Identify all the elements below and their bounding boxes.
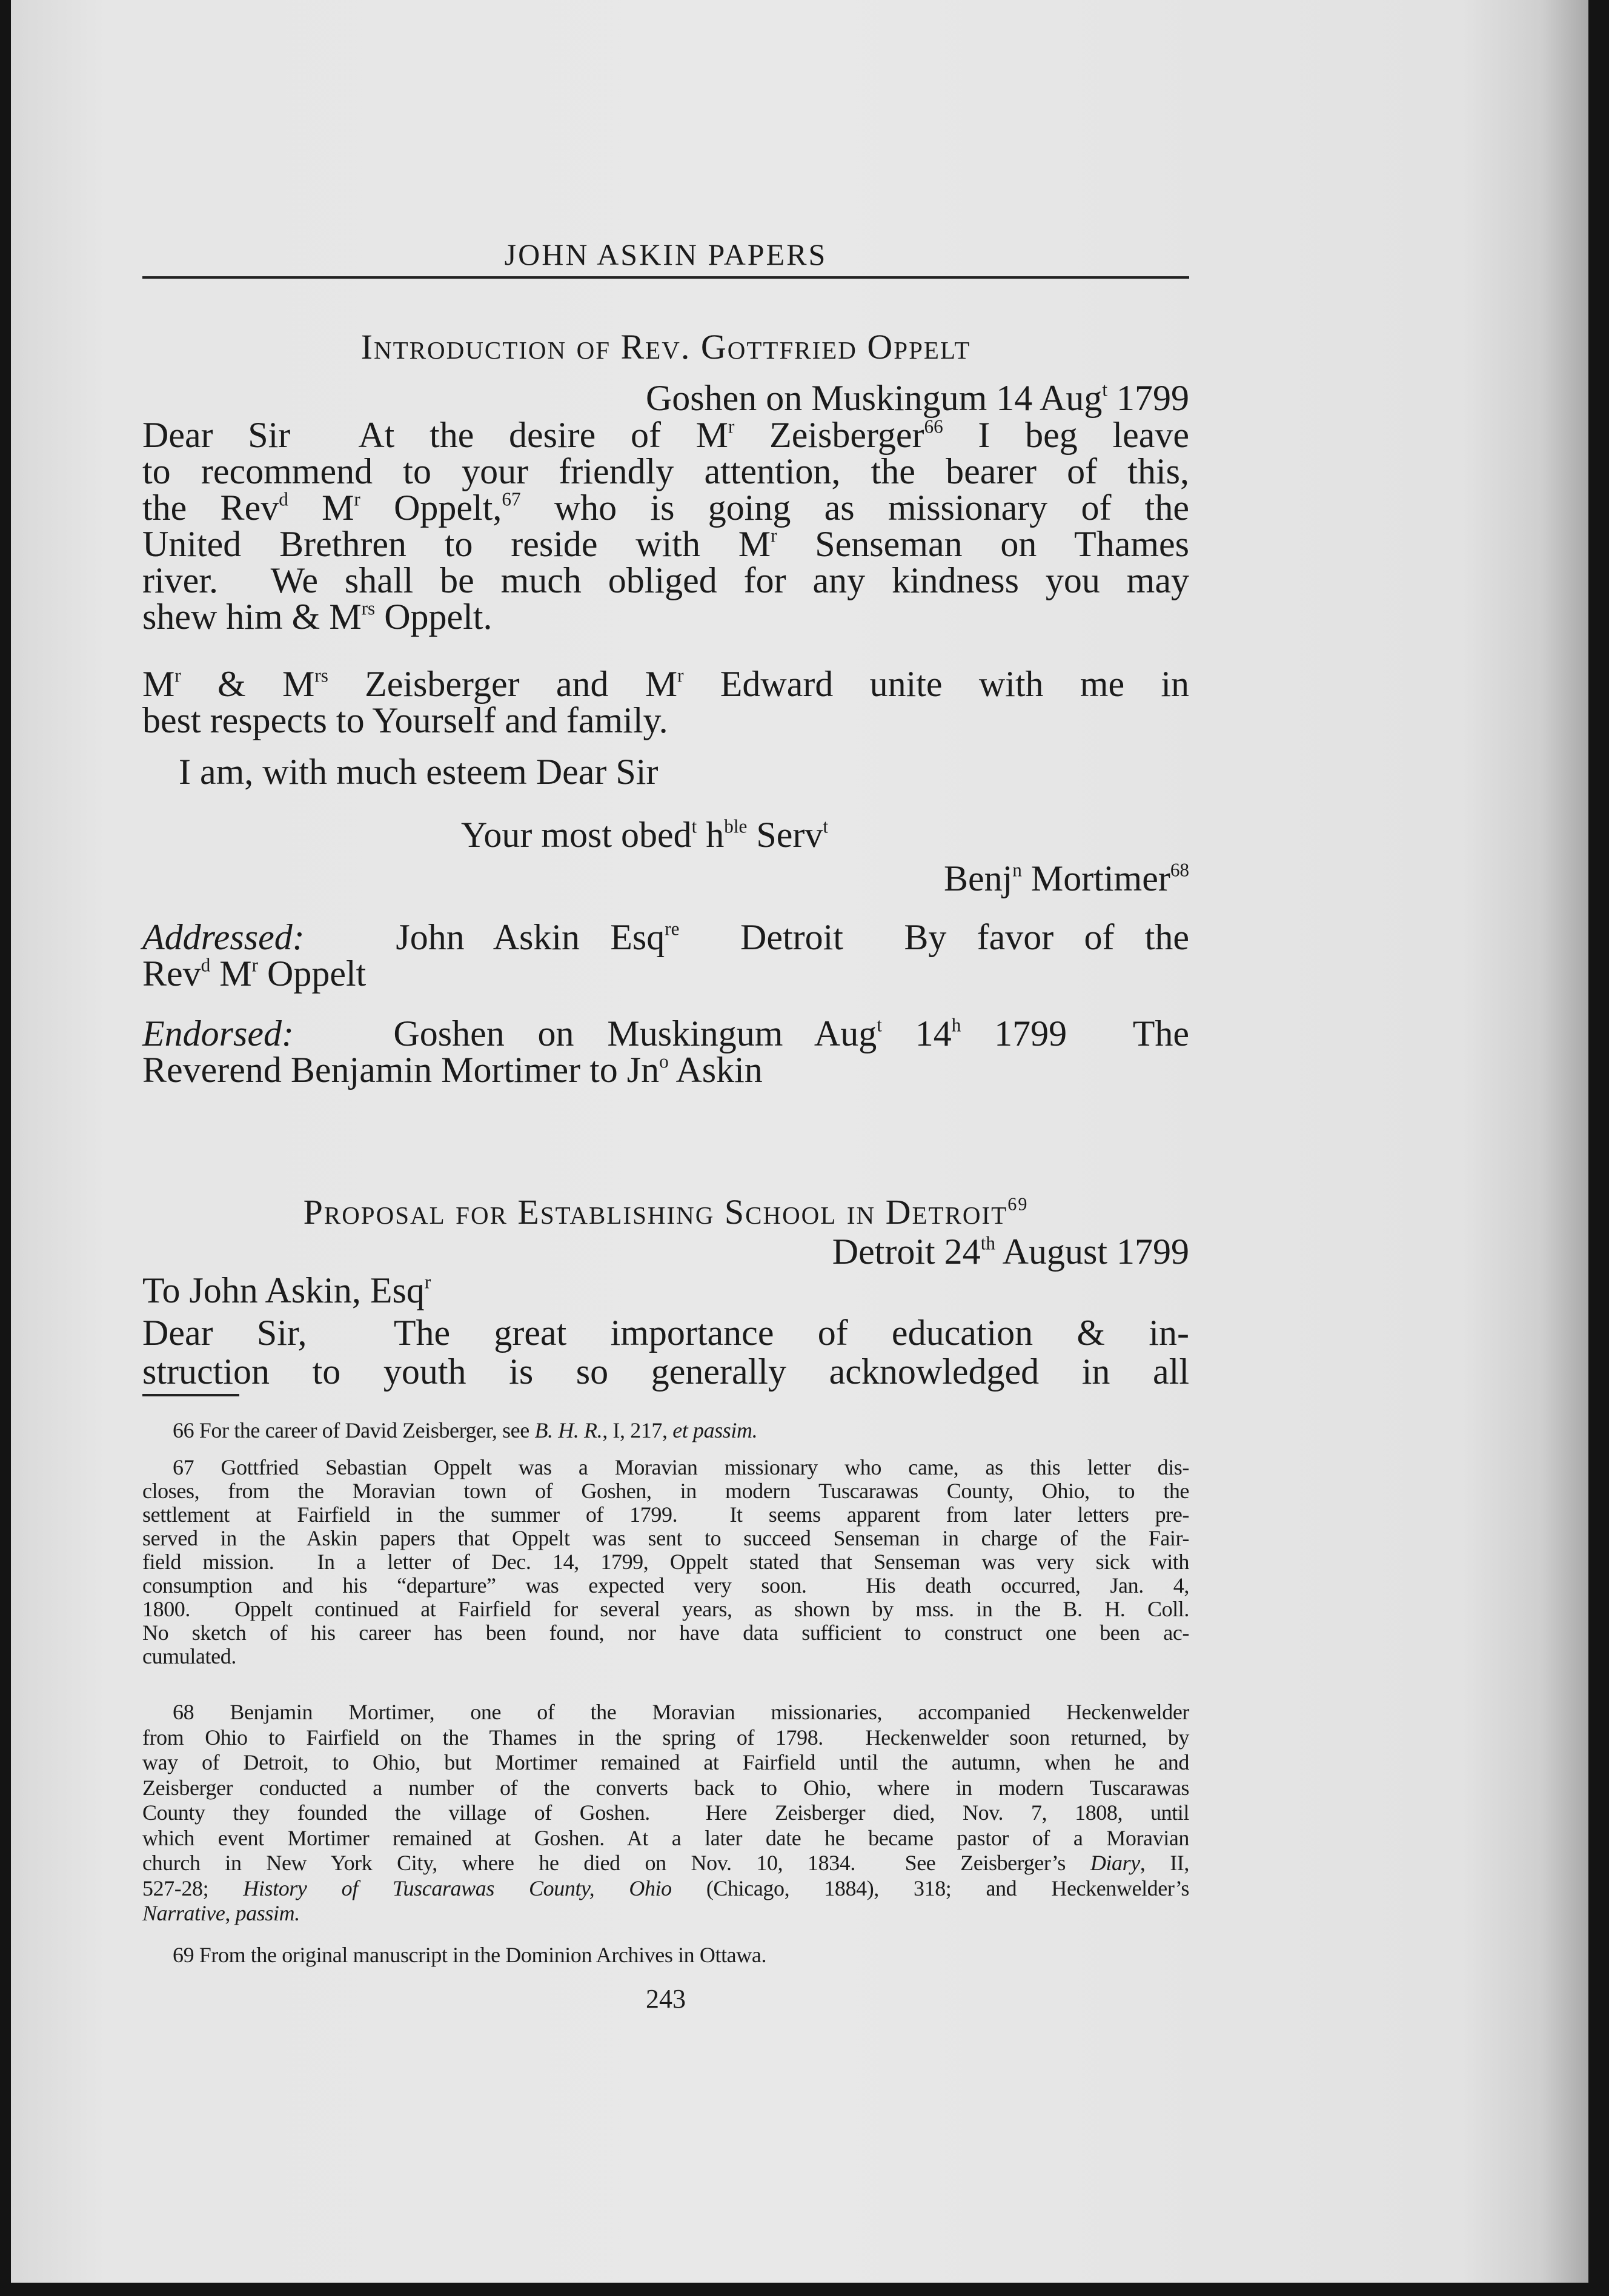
text-run: Mortimer [1021,858,1170,898]
superscript: d [201,954,211,976]
page-number: 243 [646,1984,686,2014]
text-line [142,1750,1189,1776]
text-line [142,1776,1189,1801]
text-run: 1800. Oppelt continued at Fairfield for several years, as shown by mss. in the B. H. Coll. [142,1597,1189,1621]
text-line [142,1800,1189,1826]
text-run: Serv [747,815,823,855]
text-line [142,599,1189,635]
letter1-paragraph-2 [142,666,1189,738]
text-run: church in New York City, where he died on Nov. 10, 1834. See Zeisberger’s [142,1851,1090,1875]
text-run: Edward unite with me in [683,664,1190,704]
letter1-endorsed [142,1015,1189,1088]
text-run: struction to youth is so generally acknowledged in all [142,1352,1189,1392]
text-run: from Ohio to Fairfield on the Thames in the spring of 1798. Heckenwelder soon returned, by [142,1725,1189,1750]
text-run: , [225,1901,236,1925]
text-run: & M [181,664,315,704]
letter2-paragraph-1 [142,1313,1189,1391]
superscript: th [980,1232,995,1254]
text-run: Senseman on Thames [777,524,1189,564]
text-run: Oppelt, [360,488,502,528]
text-run: served in the Askin papers that Oppelt was sent to succeed Senseman in charge of the Fair- [142,1526,1189,1550]
superscript: r [251,954,258,976]
text-line [142,1503,1189,1527]
text-line [142,919,1189,955]
text-run: Reverend Benjamin Mortimer to Jn [142,1050,660,1090]
text-run: cumulated. [142,1644,236,1668]
text-run: shew him & M [142,597,362,637]
letter2-title [142,1192,1189,1232]
footnote-69 [142,1943,1189,1967]
text-line [142,666,1189,702]
superscript: 69 [1007,1193,1029,1215]
superscript: h [951,1014,961,1036]
superscript: t [877,1014,882,1036]
text-run: County they founded the village of Goshen. Here Zeisberger died, Nov. 7, 1808, until [142,1800,1189,1825]
text-line [142,1456,1189,1479]
text-run: No sketch of his career has been found, nor have data sufficient to construct one been ac- [142,1621,1189,1645]
text-run: 1799 The [961,1014,1190,1053]
text-run: To John Askin, Esq [142,1270,425,1310]
text-line [142,526,1189,562]
text-run: Detroit By favor of the [679,917,1189,957]
footnote-67 [142,1456,1189,1668]
letter1-closing [179,754,1027,790]
text-run: 69 From the original manuscript in the Dominion Archives in Ottawa. [173,1943,767,1967]
superscript: r [354,488,360,510]
text-line [142,453,1189,489]
text-line [142,1052,1189,1088]
text-run: (Chicago, 1884), 318; and Heckenwelder’s [671,1876,1189,1900]
text-line [142,1313,1189,1352]
superscript: re [665,918,680,940]
superscript: o [659,1050,669,1072]
superscript: r [174,665,181,686]
text-run: which event Mortimer remained at Goshen. At a later date he became pastor of a Moravian [142,1825,1189,1850]
footnote-68 [142,1700,1189,1926]
running-head: JOHN ASKIN PAPERS [504,237,828,271]
footnote-66 [142,1419,1189,1442]
text-run: best respects to Yourself and family. [142,700,668,740]
text-line [142,1725,1189,1751]
text-run: river. We shall be much obliged for any kindness you may [142,560,1189,600]
text-line [142,1598,1189,1621]
text-run: Zeisberger conducted a number of the converts back to Ohio, where in modern Tuscarawas [142,1775,1189,1800]
text-line [142,860,1189,897]
letter1-paragraph-1 [142,417,1189,635]
letter1-addressed [142,919,1189,992]
text-run: August 1799 [995,1232,1189,1272]
text-run: United Brethren to reside with M [142,524,771,564]
text-line [142,1527,1189,1550]
header-rule [142,276,1189,279]
text-line [142,1645,1189,1668]
text-line [142,1901,1189,1926]
letter1-servant [461,817,1067,853]
text-line [142,702,1189,738]
letter1-dateline [142,380,1189,416]
text-run: I beg leave [943,415,1189,455]
text-run: I am, with much esteem Dear Sir [179,752,659,792]
text-run: Proposal for Establishing School in Detroit [303,1192,1008,1232]
text-run: way of Detroit, to Ohio, but Mortimer remained at Fairfield until the autumn, when he and [142,1750,1189,1774]
text-run: 68 Benjamin Mortimer, one of the Moravian missionaries, accompanied Heckenwelder [173,1700,1189,1724]
text-run: Dear Sir, The great importance of education & in- [142,1313,1189,1353]
text-line [142,1233,1189,1270]
text-run: M [210,954,252,994]
text-line [173,1943,1189,1967]
superscript: 68 [1170,859,1189,881]
text-line [142,955,1189,992]
superscript: d [279,488,288,510]
text-run: Oppelt [258,954,367,994]
text-run: who is going as missionary of the [520,488,1189,528]
text-run: Benj [943,858,1013,898]
text-line [142,1574,1189,1598]
italic-run: B. H. R. [534,1418,603,1442]
text-run: Dear Sir At the desire of M [142,415,729,455]
text-line [142,380,1189,416]
superscript: n [1012,859,1022,881]
text-run: Rev [142,954,201,994]
text-run: , I, 217, [602,1418,673,1442]
footnote-rule [142,1394,239,1396]
text-run: Oppelt. [375,597,493,637]
text-run: closes, from the Moravian town of Goshen, in modern Tuscarawas County, Ohio, to the [142,1479,1189,1503]
italic-run: History of Tuscarawas County, Ohio [243,1876,672,1900]
text-line [142,1826,1189,1851]
text-run: Goshen on Muskingum 14 Aug [645,378,1103,418]
text-run: Goshen on Muskingum Aug [293,1014,877,1053]
text-line [142,1352,1189,1391]
superscript: 67 [502,488,521,510]
italic-run: passim. [235,1901,300,1925]
italic-run: Narrative [142,1901,225,1925]
text-run: Zeisberger [734,415,924,455]
superscript: r [424,1271,431,1293]
text-line [142,1700,1189,1725]
text-line [179,754,1027,790]
text-run: , II, [1140,1851,1189,1875]
superscript: rs [361,597,376,619]
italic-run: et passim. [672,1418,758,1442]
letter1-signature [142,860,1189,897]
text-line [142,1479,1189,1503]
italic-run: Diary [1090,1851,1140,1875]
text-run: field mission. In a letter of Dec. 14, 1799, Oppelt stated that Senseman was very sick with [142,1550,1189,1574]
letter2-salutation [142,1272,1189,1309]
text-run: the Rev [142,488,279,528]
text-run: settlement at Fairfield in the summer of 1799. It seems apparent from later letters pre- [142,1502,1189,1527]
text-run: 67 Gottfried Sebastian Oppelt was a Moravian missionary who came, as this letter dis- [173,1455,1189,1479]
text-run: Zeisberger and M [328,664,678,704]
superscript: r [728,416,735,437]
superscript: 66 [924,416,943,437]
text-run: Detroit 24 [832,1232,981,1272]
superscript: r [677,665,684,686]
text-line [142,417,1189,453]
text-run: Askin [668,1050,763,1090]
text-line [142,1876,1189,1902]
text-run: consumption and his “departure” was expected very soon. His death occurred, Jan. 4, [142,1573,1189,1598]
text-line [461,817,1067,853]
text-run: 66 For the career of David Zeisberger, see [173,1418,535,1442]
text-run: to recommend to your friendly attention, the bearer of this, [142,451,1189,491]
superscript: rs [314,665,328,686]
text-run: h [697,815,725,855]
text-line [142,1621,1189,1645]
letter1-title: Introduction of Rev. Gottfried Oppelt [360,327,971,367]
superscript: r [771,525,777,546]
text-run: 14 [881,1014,952,1053]
text-line [173,1419,1189,1442]
text-run: M [288,488,354,528]
letter2-dateline [142,1233,1189,1270]
italic-run: Addressed: [142,917,305,957]
superscript: t [691,815,697,837]
text-run: 1799 [1107,378,1189,418]
superscript: t [823,815,829,837]
text-line [142,1192,1189,1232]
superscript: t [1102,379,1107,400]
text-line [142,1272,1189,1309]
text-run: M [142,664,175,704]
text-line [142,1851,1189,1876]
superscript: ble [724,815,748,837]
text-line [142,489,1189,526]
italic-run: Endorsed: [142,1014,294,1053]
text-run: Your most obed [461,815,692,855]
text-run: John Askin Esq [304,917,665,957]
text-line [142,562,1189,599]
text-line [142,1015,1189,1052]
text-line [142,1550,1189,1574]
text-run: 527-28; [142,1876,244,1900]
